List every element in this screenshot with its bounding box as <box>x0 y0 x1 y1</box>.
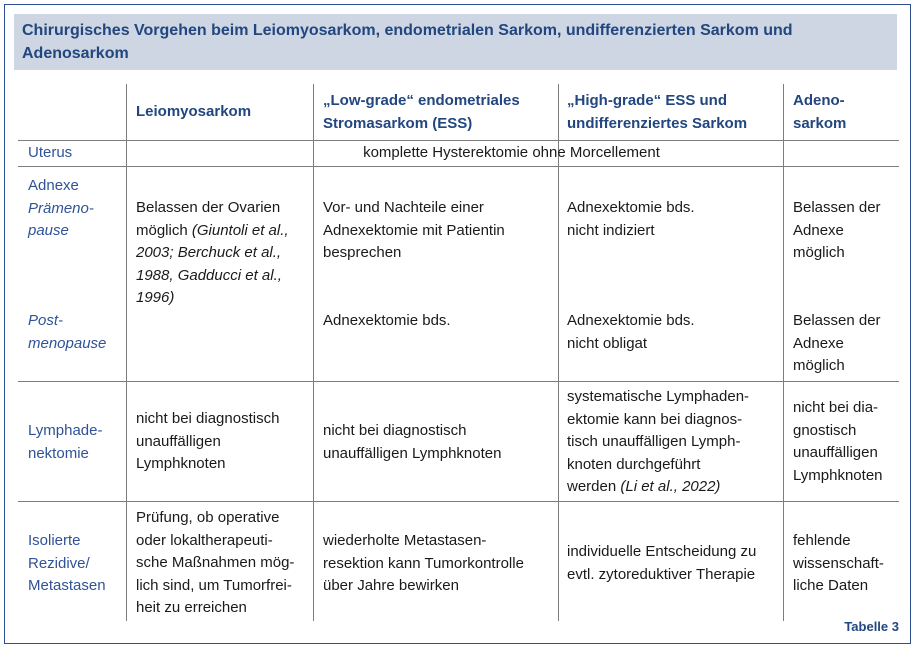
table-title: Chirurgisches Vorgehen beim Leiomyosarkom, endometrialen Sarkom, undifferenzierten Sarkom und Adenosarkom <box>22 22 793 62</box>
rezidive-adeno: fehlende wissenschaft- liche Daten <box>793 532 884 594</box>
row-label-lymphadenektomie: Lymphade- nektomie <box>28 422 103 462</box>
row-divider <box>18 140 899 141</box>
adnexe-adeno-pre: Belassen der Adnexe möglich <box>793 199 881 261</box>
lymph-high-grade: systematische Lymphaden- ektomie kann bei diagnos- tisch unauffälligen Lymph- knoten durchgeführt werden (Li et al., 2022) <box>567 388 750 495</box>
table-caption: Tabelle 3 <box>844 619 899 634</box>
header-low-grade-ess: „Low-grade“ endometriales Stromasarkom (ESS) <box>323 92 520 132</box>
rezidive-high-grade: individuelle Entscheidung zu evtl. zytoreduktiver Therapie <box>567 543 757 583</box>
header-leiomyosarkom: Leiomyosarkom <box>136 103 252 120</box>
lymph-leiomyosarkom: nicht bei diagnostisch unauffälligen Lymphknoten <box>136 410 280 472</box>
row-label-rezidive: Isolierte Rezidive/ Metastasen <box>28 532 106 594</box>
rezidive-leiomyosarkom: Prüfung, ob operative oder lokaltherapeuti- sche Maßnahmen mög- lich sind, um Tumorfrei- heit zu erreichen <box>136 509 295 616</box>
column-divider <box>558 84 559 621</box>
column-divider <box>783 84 784 621</box>
column-divider <box>313 84 314 621</box>
rezidive-low-grade: wiederholte Metastasen- resektion kann Tumorkontrolle über Jahre bewirken <box>323 532 524 594</box>
header-high-grade-ess: „High-grade“ ESS und undifferenziertes Sarkom <box>567 92 748 132</box>
uterus-text: komplette Hysterektomie ohne Morcellement <box>363 144 660 161</box>
row-divider <box>18 381 899 382</box>
adnexe-adeno-post: Belassen der Adnexe möglich <box>793 312 881 374</box>
row-label-postmenopause: Post- menopause <box>28 312 107 352</box>
column-divider <box>126 84 127 621</box>
row-label-uterus: Uterus <box>28 144 73 161</box>
adnexe-high-grade-post: Adnexektomie bds. nicht obligat <box>567 312 695 352</box>
adnexe-leiomyosarkom: Belassen der Ovarien möglich (Giuntoli et al., 2003; Berchuck et al., 1988, Gadducci et al., 1996) <box>136 199 289 306</box>
lymph-low-grade: nicht bei diagnostisch unauffälligen Lymphknoten <box>323 422 502 462</box>
adnexe-high-grade-pre: Adnexektomie bds. nicht indiziert <box>567 199 695 239</box>
adnexe-low-grade-pre: Vor- und Nachteile einer Adnexektomie mit Patientin besprechen <box>323 199 505 261</box>
row-label-adnexe: Adnexe Prämeno- pause <box>28 177 94 239</box>
row-divider <box>18 166 899 167</box>
lymph-adeno: nicht bei dia- gnostisch unauffälligen Lymphknoten <box>793 399 883 484</box>
header-adenosarkom: Adeno- sarkom <box>793 92 847 132</box>
row-divider <box>18 501 899 502</box>
adnexe-low-grade-post: Adnexektomie bds. <box>323 312 451 329</box>
